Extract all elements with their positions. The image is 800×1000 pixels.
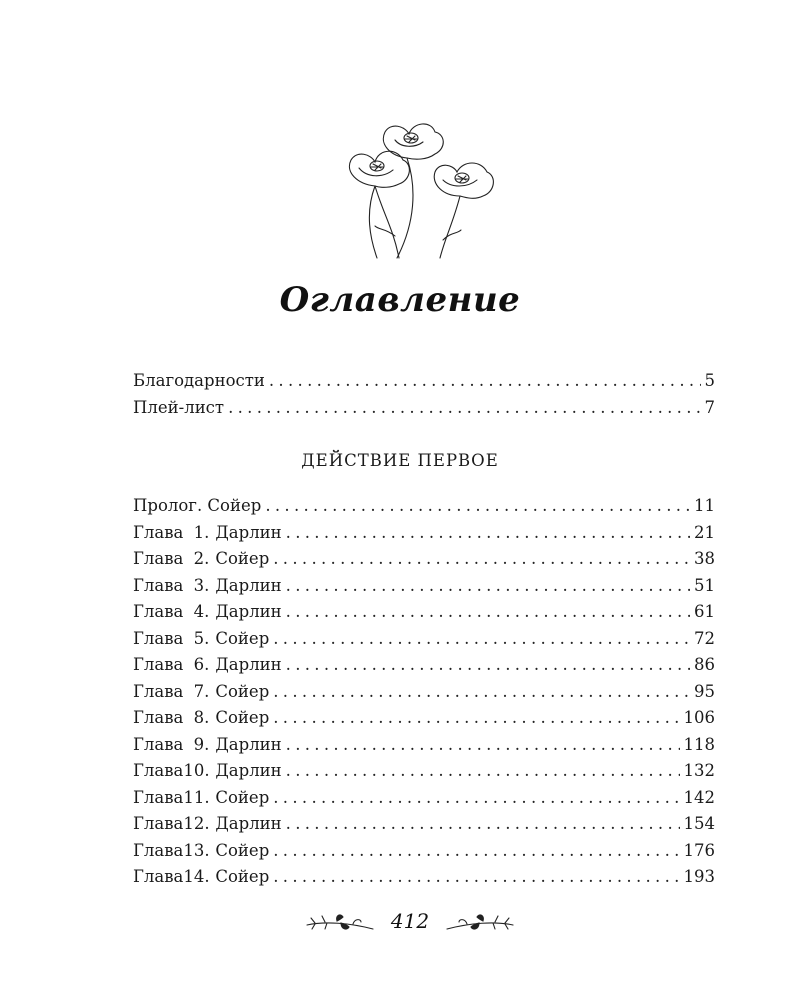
toc-entry-page: 38 bbox=[694, 549, 715, 568]
leader-dots bbox=[273, 838, 679, 865]
toc-entry[interactable] bbox=[133, 864, 715, 891]
leaf-sprig-icon bbox=[445, 911, 515, 937]
chapter-narrator: Сойер bbox=[215, 549, 270, 568]
leader-dots bbox=[286, 758, 680, 785]
toc-entry-label bbox=[133, 652, 282, 679]
toc-entry-label bbox=[133, 758, 282, 785]
toc-entry[interactable] bbox=[133, 520, 715, 547]
chapter-narrator: Сойер bbox=[215, 708, 270, 727]
toc-entry-page: 21 bbox=[694, 522, 715, 542]
toc-entry-label bbox=[133, 705, 269, 732]
toc-entry-label bbox=[133, 838, 269, 865]
leader-dots bbox=[269, 368, 701, 395]
chapter-number: 4. bbox=[193, 602, 210, 621]
toc-entry-page: 193 bbox=[683, 867, 715, 886]
chapter-number: 14. bbox=[183, 867, 210, 886]
toc-entry-label bbox=[133, 785, 269, 812]
chapter-number: 11. bbox=[183, 787, 210, 807]
toc-entry-page: 86 bbox=[694, 655, 715, 674]
chapter-word: Глава bbox=[133, 708, 184, 727]
toc-entry-label: Благодарности bbox=[133, 371, 265, 390]
toc-entry[interactable] bbox=[133, 546, 715, 573]
chapter-narrator: Дарлин bbox=[215, 522, 282, 542]
chapter-number: 3. bbox=[193, 575, 210, 595]
leader-dots bbox=[265, 493, 690, 520]
leader-dots bbox=[286, 573, 690, 600]
toc-entry-page: 5 bbox=[704, 371, 715, 390]
leader-dots bbox=[228, 395, 700, 422]
toc-entry-label bbox=[133, 864, 269, 891]
toc-entry[interactable] bbox=[133, 652, 715, 679]
chapter-narrator: Сойер bbox=[215, 628, 270, 648]
toc-entry[interactable] bbox=[133, 732, 715, 759]
chapter-narrator: Сойер bbox=[215, 681, 270, 701]
toc-entry-label bbox=[133, 811, 282, 838]
leader-dots bbox=[286, 652, 690, 679]
page-number: 412 bbox=[390, 909, 430, 933]
chapter-word: Глава bbox=[133, 549, 184, 568]
toc-entry-page: 61 bbox=[694, 602, 715, 621]
section-heading: ДЕЙСТВИЕ ПЕРВОЕ bbox=[301, 451, 499, 470]
leader-dots bbox=[286, 520, 690, 547]
chapter-number: 8. bbox=[193, 708, 210, 727]
chapter-word: Глава bbox=[133, 628, 184, 648]
chapter-word: Глава bbox=[133, 787, 184, 807]
chapter-narrator: Дарлин bbox=[215, 734, 282, 754]
chapter-narrator: Сойер bbox=[215, 840, 270, 860]
leader-dots bbox=[273, 864, 679, 891]
leader-dots bbox=[286, 811, 680, 838]
toc-entry[interactable] bbox=[133, 758, 715, 785]
chapter-word: Глава bbox=[133, 655, 184, 674]
chapter-word: Глава bbox=[133, 522, 184, 542]
toc-entry-page: 51 bbox=[694, 575, 715, 595]
toc-entry-page: 142 bbox=[683, 787, 715, 807]
chapter-word: Глава bbox=[133, 761, 184, 780]
chapter-word: Глава bbox=[133, 602, 184, 621]
toc-entry[interactable] bbox=[133, 626, 715, 653]
leader-dots bbox=[273, 546, 690, 573]
toc-entry-label: Пролог. Сойер bbox=[133, 496, 262, 515]
toc-entry[interactable] bbox=[133, 811, 715, 838]
toc-entry[interactable] bbox=[133, 573, 715, 600]
toc-entry[interactable] bbox=[133, 395, 715, 422]
toc-entry-page: 106 bbox=[683, 708, 715, 727]
toc-entry-label bbox=[133, 520, 282, 547]
chapter-number: 13. bbox=[183, 840, 210, 860]
chapter-word: Глава bbox=[133, 681, 184, 701]
toc-entry[interactable] bbox=[133, 705, 715, 732]
poppy-flowers-icon bbox=[335, 118, 500, 263]
chapter-narrator: Дарлин bbox=[215, 655, 282, 674]
chapter-number: 7. bbox=[193, 681, 210, 701]
toc-entry-page: 72 bbox=[694, 628, 715, 648]
toc-entry-label bbox=[133, 626, 269, 653]
chapter-number: 9. bbox=[193, 734, 210, 754]
toc-entry-page: 118 bbox=[683, 734, 715, 754]
toc-entry-label: Плей-лист bbox=[133, 397, 225, 417]
leader-dots bbox=[273, 785, 679, 812]
page-footer bbox=[305, 905, 515, 945]
chapter-narrator: Дарлин bbox=[215, 761, 282, 780]
chapter-number: 1. bbox=[193, 522, 210, 542]
chapter-narrator: Дарлин bbox=[215, 575, 282, 595]
leader-dots bbox=[286, 732, 680, 759]
toc-entry-label bbox=[133, 573, 282, 600]
toc-entry-label bbox=[133, 732, 282, 759]
toc-entry-page: 95 bbox=[694, 681, 715, 701]
toc-entry[interactable] bbox=[133, 679, 715, 706]
leader-dots bbox=[273, 626, 690, 653]
toc-entry[interactable] bbox=[133, 368, 715, 395]
chapter-number: 10. bbox=[183, 761, 210, 780]
front-matter-list bbox=[133, 368, 715, 421]
toc-entry[interactable] bbox=[133, 599, 715, 626]
chapter-word: Глава bbox=[133, 840, 184, 860]
toc-entry-label bbox=[133, 599, 282, 626]
chapter-narrator: Сойер bbox=[215, 867, 270, 886]
page-title: Оглавление bbox=[279, 280, 521, 320]
chapter-number: 6. bbox=[193, 655, 210, 674]
chapter-word: Глава bbox=[133, 734, 184, 754]
chapter-number: 5. bbox=[193, 628, 210, 648]
toc-entry[interactable] bbox=[133, 838, 715, 865]
leader-dots bbox=[273, 705, 679, 732]
chapter-number: 2. bbox=[193, 549, 210, 568]
toc-entry-label bbox=[133, 546, 269, 573]
toc-entry-page: 7 bbox=[704, 397, 715, 417]
chapter-narrator: Дарлин bbox=[215, 602, 282, 621]
toc-entry-page: 132 bbox=[683, 761, 715, 780]
chapter-narrator: Дарлин bbox=[215, 814, 282, 833]
chapter-number: 12. bbox=[183, 814, 210, 833]
leader-dots bbox=[273, 679, 690, 706]
toc-entry-label bbox=[133, 679, 269, 706]
toc-entry[interactable] bbox=[133, 785, 715, 812]
toc-entry-page: 176 bbox=[683, 840, 715, 860]
toc-entry[interactable] bbox=[133, 493, 715, 520]
chapter-word: Глава bbox=[133, 814, 184, 833]
part-one-list bbox=[133, 493, 715, 891]
toc-entry-page: 11 bbox=[694, 496, 715, 515]
toc-entry-page: 154 bbox=[683, 814, 715, 833]
chapter-word: Глава bbox=[133, 575, 184, 595]
leader-dots bbox=[286, 599, 690, 626]
chapter-narrator: Сойер bbox=[215, 787, 270, 807]
chapter-word: Глава bbox=[133, 867, 184, 886]
